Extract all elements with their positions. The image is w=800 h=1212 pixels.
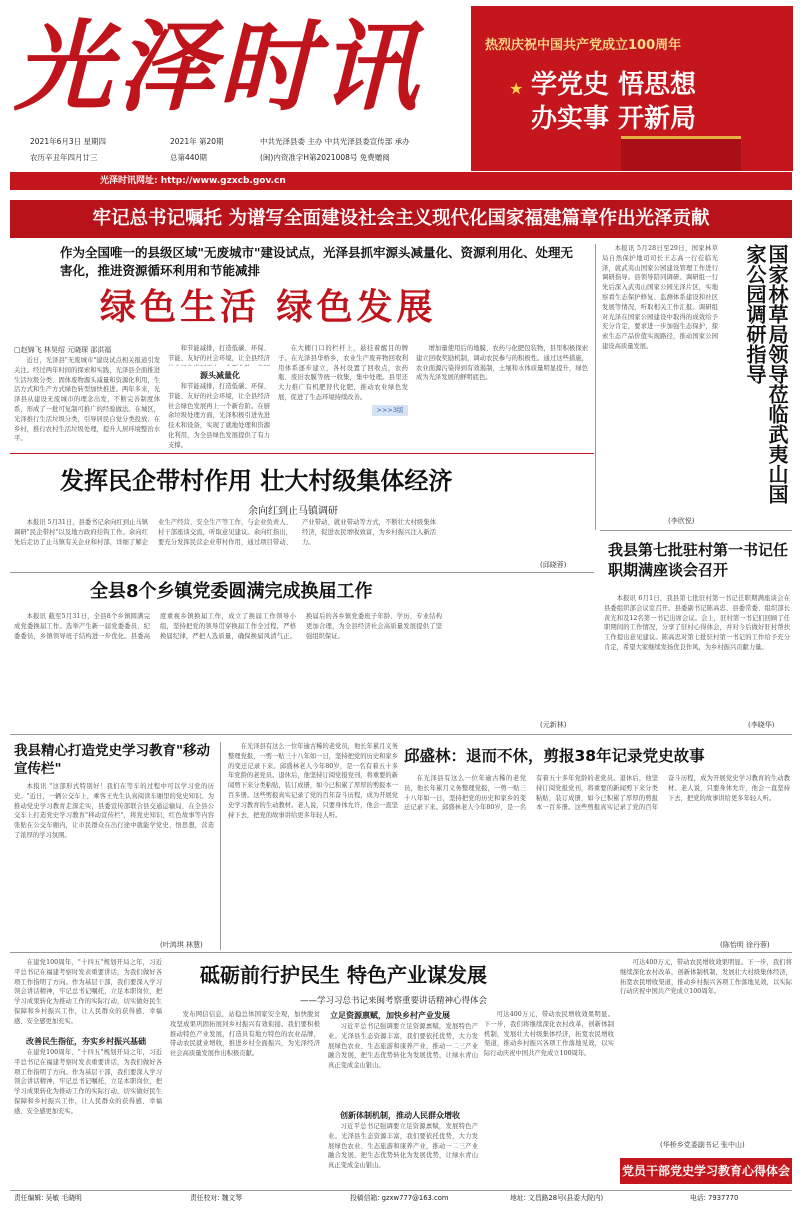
- divider: [10, 453, 594, 454]
- masthead-title: 光泽时讯: [14, 12, 423, 124]
- story8-byline: (华桥乡党委副书记 张中山): [660, 1141, 745, 1149]
- website-bar[interactable]: 光泽时讯网址: http://www.gzxcb.gov.cn: [10, 172, 792, 190]
- story7-text-left: 在光泽县有这么一位年逾古稀的老党员，他长年累月义务整理党报，一剪一贴三十八年如一日，坚持把党的历史和家乡的变迁记录下来。邱盛林老人今年80岁，是一名有着五十多年党龄的老党员。退休后，他坚持订阅党报党刊，将重要的新闻剪下来分类粘贴，装订成册，如今已积累了厚厚的剪报本一百多册。这些剪报真实记录了党的百年奋斗历程，成为开展党史学习教育的生动教材。老人说，只要身体允许，他会一直坚持下去，把党的故事讲给更多年轻人听。: [228, 743, 398, 819]
- story6-headline: 我县精心打造党史学习教育"移动宣传栏": [14, 743, 211, 777]
- story6-text: 本报讯 "这部形式特别好！我们在等车的过程中可以学习党的历史。"近日，一辆公交车上，乘客王先生认真阅读车厢里的党史知识。为推动党史学习教育走深走实，县委宣传部联合县交通运输局，在全县公交车上打造党史学习教育"移动宣传栏"，将党史知识、红色故事等内容张贴在公交车厢内，让市民群众在出行途中就能学党史、悟思想，营造了浓厚的学习氛围。: [14, 783, 214, 839]
- story5-byline: (李晓华): [748, 721, 775, 729]
- lead-headline: 牢记总书记嘱托 为谱写全面建设社会主义现代化国家福建篇章作出光泽贡献: [10, 200, 792, 238]
- divider: [600, 530, 792, 531]
- footer-proof: 责任校对: 魏文琴: [190, 1194, 243, 1202]
- story8-text-c2: 习近平总书记强调要立足资源禀赋，发展特色产业。光泽县生态资源丰富，我们要依托优势，大力发展绿色农业、生态旅游和康养产业，推动一二三产业融合发展，把生态优势转化为发展优势，让绿水青山真正变成金山银山。: [328, 1123, 478, 1170]
- column-divider: [220, 742, 221, 950]
- story8-text-c: 习近平总书记强调要立足资源禀赋，发展特色产业。光泽县生态资源丰富，我们要依托优势，大力发展绿色农业、生态旅游和康养产业，推动一二三产业融合发展，把生态优势转化为发展优势，让绿水青山真正变成金山银山。: [328, 1023, 478, 1070]
- story8-subhead: ——学习习总书记来闽考察重要讲话精神心得体会: [300, 996, 488, 1006]
- story8-text-d-left: 可达400万元，带动农民增收效果明显。下一步，我们将继续深化农村改革，创新体制机制，发展壮大村级集体经济，拓宽农民增收渠道，推动乡村振兴各项工作落地见效，以实际行动庆祝中国共产党成立100周年。: [484, 1011, 614, 1058]
- banner-top-line: 热烈庆祝中国共产党成立100周年: [485, 38, 682, 53]
- issue-permit: (闽)内资准字H第2021008号 免费赠阅: [260, 153, 390, 162]
- promo-box: 党员干部党史学习教育心得体会: [620, 1158, 792, 1184]
- story6-byline: (叶鸿琪 林慧): [160, 941, 203, 949]
- story1-subhead: 源头减量化: [200, 371, 240, 380]
- divider: [10, 952, 792, 953]
- story1-text-c: 在大棚门口的栏杆上，悬挂着醒目的牌子。在光泽县华桥乡，农业生产废弃物回收利用体系逐步建立，各村设置了回收点，农药瓶、废旧农膜等统一收集，集中处理。县里还大力推广有机肥替代化肥，推动农业绿色发展，促进了生态环境持续改善。: [278, 345, 408, 401]
- column-divider: [595, 244, 596, 530]
- story3-subhead: 余向红到止马镇调研: [248, 506, 338, 517]
- issue-host: 中共光泽县委 主办 中共光泽县委宣传部 承办: [260, 137, 410, 146]
- story8-text-a-top: 在建党100周年、"十四五"规划开局之年，习近平总书记在福建考察时发表重要讲话，为我们做好各项工作指明了方向。作为基层干部，我们要深入学习领会讲话精神，牢记总书记嘱托，立足本职岗位，把学习成果转化为推动工作的实际行动，切实做好民生保障和乡村振兴工作，让人民群众的获得感、幸福感、安全感更加充实。: [14, 959, 162, 1025]
- story1-text-d: 增加量使用后的地膜、农药与化肥包装物，县里积极探索建立回收奖励机制，调动农民参与的积极性。通过这些措施，农业面源污染得到有效遏制，土壤和水体质量明显提升，绿色成为光泽发展的鲜明底色。: [416, 345, 588, 382]
- story1-text-a: 近日，光泽县"无废城市"建设试点相关报道引发关注。经过两年时间的探索和实践，光泽县全面推进生活垃圾分类、固体废物源头减量和资源化利用，生活方式和生产方式绿色转型加快推进。两年多来，光泽县从建设无废城市的理念出发，不断完善制度体系，形成了一批可复制可推广的经验做法。在城区，光泽推行生活垃圾分类，引导居民自觉分类投放；在乡村，推行农村生活垃圾处理，提升人居环境整治水平。: [14, 357, 160, 443]
- banner-line2: 办实事 开新局: [531, 104, 697, 134]
- story7-byline: (陈怡明 徐丹蓉): [720, 941, 770, 949]
- issue-number: 2021年 第20期: [170, 137, 224, 146]
- divider: [10, 572, 594, 573]
- footer-address: 地址: 文昌路28号(县委大院内): [510, 1194, 604, 1202]
- story7-text: 在光泽县有这么一位年逾古稀的老党员，他长年累月义务整理党报，一剪一贴三十八年如一日，坚持把党的历史和家乡的变迁记录下来。邱盛林老人今年80岁，是一名有着五十多年党龄的老党员。退休后，他坚持订阅党报党刊，将重要的新闻剪下来分类粘贴，装订成册，如今已积累了厚厚的剪报本一百多册。这些剪报真实记录了党的百年奋斗历程，成为开展党史学习教育的生动教材。老人说，只要身体允许，他会一直坚持下去，把党的故事讲给更多年轻人听。: [404, 775, 790, 812]
- story2-text: 本报讯 5月28日至29日，国家林草局自然保护地司司长王志高一行莅临光泽，就武夷山国家公园建设管理工作进行调研指导。县领导陪同调研。调研组一行先后深入武夷山国家公园光泽片区，实地察看生态保护修复、监测体系建设和社区发展等情况，听取相关工作汇报。调研组对光泽在国家公园建设中取得的成效给予充分肯定，要求进一步加强生态保护，探索生态产品价值实现路径，推动国家公园建设高质量发展。: [602, 245, 718, 350]
- divider: [10, 734, 792, 735]
- story3-byline: (邱晓蓉): [540, 561, 567, 569]
- story7-headline: 邱盛林：退而不休，剪报38年记录党史故事: [404, 747, 705, 765]
- story1-kicker: 作为全国唯一的县级区域"无废城市"建设试点，光泽县抓牢源头减量化、资源利用化、处理无害化，推进资源循环利用和节能减排: [60, 245, 574, 278]
- story5-text: 本报讯 6月1日，我县第七批驻村第一书记任职期满座谈会在县委组织部会议室召开。县委副书记陈高忠、县委常委、组织部长黄光和及12名第一书记出席会议。会上，驻村第一书记们回顾了任职期间的工作情况，分享了驻村心得体会，并对今后做好驻村帮扶工作提出意见建议。陈高忠对第七批驻村第一书记的工作给予充分肯定，希望大家继续发扬优良作风，为乡村振兴贡献力量。: [604, 595, 790, 651]
- story1-text-b-top: 和节能减排，打造低碳、环保、节能、友好的社会环境，让全县经济: [168, 345, 270, 362]
- story8-sub-a: 改善民生指征，夯实乡村振兴基础: [26, 1037, 146, 1046]
- issue-date: 2021年6月3日 星期四: [30, 137, 107, 146]
- story2-headline: 国家林草局领导莅临武夷山国家公园调研指导: [743, 244, 789, 504]
- tiananmen-graphic: [621, 136, 741, 171]
- story8-sub-b: 立足资源禀赋，加快乡村产业发展: [330, 1011, 450, 1020]
- story1-more-link[interactable]: >>>3版: [372, 405, 408, 416]
- story3-headline: 发挥民企带村作用 壮大村级集体经济: [60, 467, 453, 495]
- story2-byline: (李欣悦): [668, 517, 695, 525]
- story8-text-a: 在建党100周年、"十四五"规划开局之年，习近平总书记在福建考察时发表重要讲话，为我们做好各项工作指明了方向。作为基层干部，我们要深入学习领会讲话精神，牢记总书记嘱托，立足本职岗位，把学习成果转化为推动工作的实际行动，切实做好民生保障和乡村振兴工作，让人民群众的获得感、幸福感、安全感更加充实。: [14, 1049, 162, 1115]
- story8-text-d: 可达400万元，带动农民增收效果明显。下一步，我们将继续深化农村改革，创新体制机制，发展壮大村级集体经济，拓宽农民增收渠道，推动乡村振兴各项工作落地见效，以实际行动庆祝中国共产党成立100周年。: [620, 959, 792, 996]
- story4-text: 本报讯 截至5月31日，全县8个乡镇圆满完成党委换届工作。选举产生新一届党委委员、纪委委员，乡镇领导班子结构进一步优化。县委高度重视乡镇换届工作，成立了换届工作领导小组，坚持把党的领导贯穿换届工作全过程，严格换届纪律，严把人选质量，确保换届风清气正。换届后的各乡镇党委班子年龄、学历、专业结构更加合理，为全县经济社会高质量发展提供了坚强组织保证。: [14, 613, 442, 640]
- story1-text-b: 和节能减排，打造低碳、环保、节能、友好的社会环境，让全县经济社会绿色发展再上一个新台阶。在厨余垃圾处理方面，光泽积极引进先进技术和设备，实现了就地处理和资源化利用，为全县绿色发展提供了有力支撑。: [168, 383, 270, 449]
- story4-byline: (元新林): [540, 721, 567, 729]
- story1-byline: □赵锦飞 林昊绍 元晓琛 邵洪福: [14, 346, 112, 354]
- anniversary-banner: [471, 6, 793, 171]
- story1-headline: 绿色生活 绿色发展: [100, 287, 437, 328]
- star-icon: ★: [509, 79, 524, 98]
- footer-phone: 电话: 7937770: [690, 1194, 739, 1202]
- story8-text-b: 发布网信信息，站稳总体国家安全观，加快脱贫攻坚成果巩固拓展同乡村振兴有效衔接。我们要积极推动特色产业发展，打造具有地方特色的农业品牌，带动农民就业增收，推进乡村全面振兴，为光泽经济社会高质量发展作出积极贡献。: [170, 1011, 320, 1058]
- story4-headline: 全县8个乡镇党委圆满完成换届工作: [90, 581, 373, 602]
- footer-email[interactable]: 投稿信箱: gzxw777@163.com: [350, 1194, 449, 1202]
- issue-total: 总第440期: [170, 153, 207, 162]
- story8-headline: 砥砺前行护民生 特色产业谋发展: [200, 963, 487, 987]
- story8-sub-c: 创新体制机制，推动人民群众增收: [340, 1111, 460, 1120]
- story5-headline: 我县第七批驻村第一书记任职期满座谈会召开: [608, 541, 789, 579]
- story3-text: 本报讯 5月31日，县委书记余向红到止马镇调研"民企带村"以及地方政府挂钩工作。余向红先后走访了止马镇有关企业和村部，详细了解企业生产经营、安全生产等工作，与企业负责人、村干部座谈交流，听取意见建议。余向红指出，要充分发挥民营企业带村作用，通过项目带动、产业带动、就业带动等方式，不断壮大村级集体经济，促进农民增收致富，为乡村振兴注入新活力。: [14, 519, 436, 546]
- issue-lunar: 农历辛丑年四月廿三: [30, 153, 98, 162]
- footer-editor: 责任编辑: 吴敏 毛晓明: [14, 1194, 82, 1202]
- banner-line1: 学党史 悟思想: [531, 70, 697, 100]
- footer: [10, 1190, 792, 1204]
